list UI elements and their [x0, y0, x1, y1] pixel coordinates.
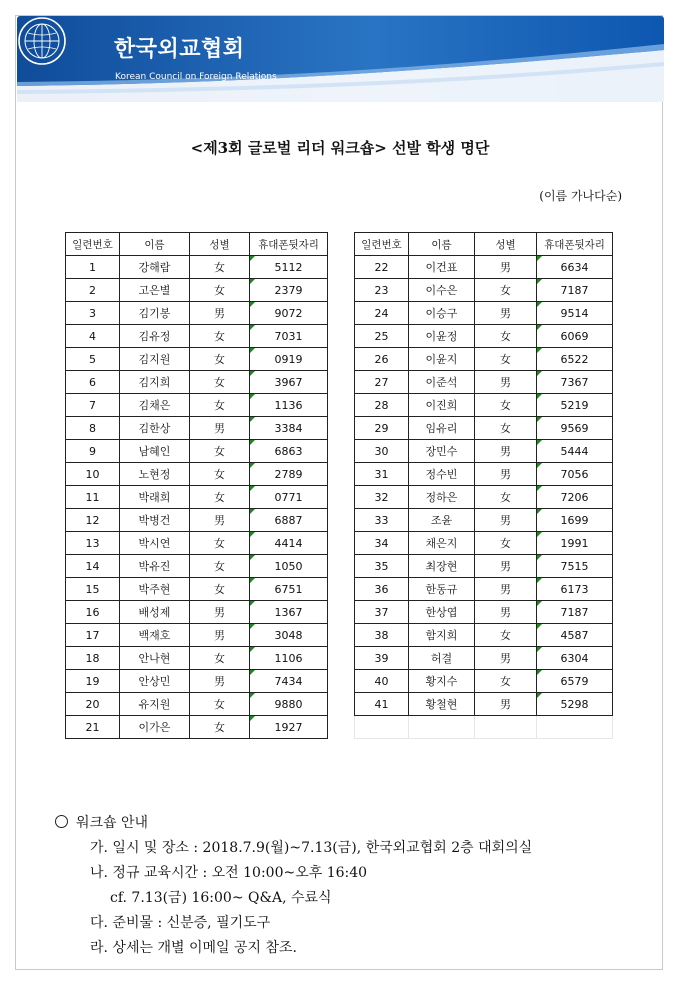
gender-cell: 男 — [475, 601, 537, 624]
name-cell: 강해람 — [120, 256, 190, 279]
gender-cell: 男 — [475, 509, 537, 532]
gender-cell: 男 — [190, 302, 250, 325]
table-body — [355, 256, 613, 739]
table-row — [355, 256, 613, 279]
document-title: <제3회 글로벌 리더 워크숍> 선발 학생 명단 — [190, 139, 490, 157]
table-row — [66, 601, 328, 624]
name-cell: 박주현 — [120, 578, 190, 601]
gender-cell: 女 — [190, 371, 250, 394]
table-row — [355, 394, 613, 417]
table-row — [66, 578, 328, 601]
gender-cell: 女 — [190, 693, 250, 716]
phone-last-digits-cell: 3967 — [250, 371, 328, 394]
serial-number-cell: 30 — [355, 440, 409, 463]
name-cell: 김기봉 — [120, 302, 190, 325]
table-row — [66, 371, 328, 394]
gender-cell: 女 — [475, 417, 537, 440]
column-header: 성별 — [475, 233, 537, 256]
phone-last-digits-cell: 5219 — [537, 394, 613, 417]
gender-cell: 男 — [190, 670, 250, 693]
roster-table-left — [65, 232, 328, 739]
table-row — [66, 670, 328, 693]
serial-number-cell: 20 — [66, 693, 120, 716]
serial-number-cell: 11 — [66, 486, 120, 509]
gender-cell: 男 — [190, 624, 250, 647]
gender-cell: 女 — [190, 348, 250, 371]
serial-number-cell: 29 — [355, 417, 409, 440]
serial-number-cell: 24 — [355, 302, 409, 325]
column-header: 일련번호 — [355, 233, 409, 256]
column-header: 일련번호 — [66, 233, 120, 256]
column-header: 이름 — [120, 233, 190, 256]
gender-cell: 男 — [475, 256, 537, 279]
name-cell: 임유리 — [409, 417, 475, 440]
table-row — [355, 555, 613, 578]
serial-number-cell: 16 — [66, 601, 120, 624]
table-row — [66, 716, 328, 739]
gender-cell: 女 — [475, 279, 537, 302]
table-row — [66, 463, 328, 486]
name-cell: 김유정 — [120, 325, 190, 348]
serial-number-cell: 21 — [66, 716, 120, 739]
name-cell: 채은지 — [409, 532, 475, 555]
phone-last-digits-cell: 1927 — [250, 716, 328, 739]
gender-cell: 女 — [190, 394, 250, 417]
phone-last-digits-cell: 7187 — [537, 601, 613, 624]
info-item: 다. 준비물 : 신분증, 필기도구 — [90, 915, 271, 931]
gender-cell: 女 — [190, 578, 250, 601]
org-name-korean: 한국외교협회 — [114, 37, 245, 62]
gender-cell: 男 — [475, 302, 537, 325]
table-row — [66, 302, 328, 325]
name-cell: 박래희 — [120, 486, 190, 509]
name-cell: 황지수 — [409, 670, 475, 693]
column-header: 성별 — [190, 233, 250, 256]
name-cell: 이승구 — [409, 302, 475, 325]
gender-cell: 女 — [190, 279, 250, 302]
table-row — [66, 647, 328, 670]
table-row — [66, 509, 328, 532]
table-body — [66, 256, 328, 739]
table-row — [355, 440, 613, 463]
gender-cell: 男 — [190, 509, 250, 532]
workshop-info-heading-line — [55, 812, 148, 832]
phone-last-digits-cell: 4587 — [537, 624, 613, 647]
empty-cell — [475, 716, 537, 739]
phone-last-digits-cell: 4414 — [250, 532, 328, 555]
name-cell: 박시연 — [120, 532, 190, 555]
name-cell: 김한상 — [120, 417, 190, 440]
org-name-english: Korean Council on Foreign Relations — [115, 72, 277, 82]
phone-last-digits-cell: 7206 — [537, 486, 613, 509]
name-cell: 함지희 — [409, 624, 475, 647]
name-cell: 조윤 — [409, 509, 475, 532]
order-note: (이름 가나다순) — [539, 189, 622, 203]
workshop-info-heading: 워크숍 안내 — [76, 815, 149, 831]
globe-emblem-icon — [17, 16, 67, 66]
column-header: 이름 — [409, 233, 475, 256]
name-cell: 정수빈 — [409, 463, 475, 486]
gender-cell: 女 — [190, 463, 250, 486]
column-header: 휴대폰뒷자리 — [250, 233, 328, 256]
phone-last-digits-cell: 2379 — [250, 279, 328, 302]
serial-number-cell: 26 — [355, 348, 409, 371]
table-row — [355, 509, 613, 532]
serial-number-cell: 35 — [355, 555, 409, 578]
serial-number-cell: 6 — [66, 371, 120, 394]
name-cell: 허결 — [409, 647, 475, 670]
serial-number-cell: 27 — [355, 371, 409, 394]
serial-number-cell: 10 — [66, 463, 120, 486]
name-cell: 박유진 — [120, 555, 190, 578]
table-row — [66, 440, 328, 463]
info-item: 라. 상세는 개별 이메일 공지 참조. — [90, 940, 297, 956]
phone-last-digits-cell: 6304 — [537, 647, 613, 670]
gender-cell: 男 — [190, 417, 250, 440]
name-cell: 남혜인 — [120, 440, 190, 463]
name-cell: 이윤정 — [409, 325, 475, 348]
phone-last-digits-cell: 5112 — [250, 256, 328, 279]
table-row — [66, 394, 328, 417]
table-row — [66, 325, 328, 348]
serial-number-cell: 31 — [355, 463, 409, 486]
gender-cell: 女 — [475, 394, 537, 417]
table-row — [66, 693, 328, 716]
name-cell: 노현정 — [120, 463, 190, 486]
table-row — [355, 348, 613, 371]
empty-cell — [537, 716, 613, 739]
serial-number-cell: 13 — [66, 532, 120, 555]
header-banner — [17, 16, 664, 102]
serial-number-cell: 33 — [355, 509, 409, 532]
table-row — [355, 279, 613, 302]
table-row — [66, 348, 328, 371]
name-cell: 이건표 — [409, 256, 475, 279]
gender-cell: 女 — [190, 440, 250, 463]
empty-cell — [355, 716, 409, 739]
serial-number-cell: 14 — [66, 555, 120, 578]
phone-last-digits-cell: 1991 — [537, 532, 613, 555]
phone-last-digits-cell: 6579 — [537, 670, 613, 693]
phone-last-digits-cell: 7187 — [537, 279, 613, 302]
phone-last-digits-cell: 0919 — [250, 348, 328, 371]
table-row — [355, 601, 613, 624]
gender-cell: 女 — [475, 486, 537, 509]
gender-cell: 女 — [190, 555, 250, 578]
gender-cell: 女 — [475, 348, 537, 371]
serial-number-cell: 23 — [355, 279, 409, 302]
phone-last-digits-cell: 1367 — [250, 601, 328, 624]
serial-number-cell: 7 — [66, 394, 120, 417]
table-row — [66, 555, 328, 578]
info-item: 가. 일시 및 장소 : 2018.7.9(월)~7.13(금), 한국외교협회 2층 대회의실 — [90, 840, 533, 856]
gender-cell: 女 — [190, 486, 250, 509]
gender-cell: 男 — [475, 578, 537, 601]
phone-last-digits-cell: 0771 — [250, 486, 328, 509]
serial-number-cell: 37 — [355, 601, 409, 624]
table-header-row — [66, 233, 328, 256]
phone-last-digits-cell: 7515 — [537, 555, 613, 578]
serial-number-cell: 3 — [66, 302, 120, 325]
serial-number-cell: 36 — [355, 578, 409, 601]
table-row — [355, 302, 613, 325]
gender-cell: 女 — [190, 325, 250, 348]
gender-cell: 男 — [475, 463, 537, 486]
phone-last-digits-cell: 6751 — [250, 578, 328, 601]
roster-table-right — [354, 232, 613, 739]
phone-last-digits-cell: 6634 — [537, 256, 613, 279]
serial-number-cell: 22 — [355, 256, 409, 279]
name-cell: 박병건 — [120, 509, 190, 532]
gender-cell: 女 — [190, 256, 250, 279]
name-cell: 이수은 — [409, 279, 475, 302]
gender-cell: 男 — [475, 440, 537, 463]
column-header: 휴대폰뒷자리 — [537, 233, 613, 256]
table-row — [355, 578, 613, 601]
serial-number-cell: 4 — [66, 325, 120, 348]
name-cell: 이준석 — [409, 371, 475, 394]
serial-number-cell: 17 — [66, 624, 120, 647]
name-cell: 황철현 — [409, 693, 475, 716]
phone-last-digits-cell: 1136 — [250, 394, 328, 417]
serial-number-cell: 28 — [355, 394, 409, 417]
name-cell: 백재호 — [120, 624, 190, 647]
name-cell: 정하은 — [409, 486, 475, 509]
phone-last-digits-cell: 6173 — [537, 578, 613, 601]
gender-cell: 女 — [190, 716, 250, 739]
name-cell: 이윤지 — [409, 348, 475, 371]
phone-last-digits-cell: 5444 — [537, 440, 613, 463]
name-cell: 유지원 — [120, 693, 190, 716]
phone-last-digits-cell: 9072 — [250, 302, 328, 325]
serial-number-cell: 38 — [355, 624, 409, 647]
gender-cell: 男 — [475, 555, 537, 578]
table-row — [355, 463, 613, 486]
serial-number-cell: 5 — [66, 348, 120, 371]
table-row — [66, 417, 328, 440]
phone-last-digits-cell: 3048 — [250, 624, 328, 647]
name-cell: 김지원 — [120, 348, 190, 371]
gender-cell: 女 — [475, 325, 537, 348]
phone-last-digits-cell: 6887 — [250, 509, 328, 532]
table-row — [355, 486, 613, 509]
table-row — [355, 670, 613, 693]
name-cell: 안나현 — [120, 647, 190, 670]
table-row — [355, 532, 613, 555]
serial-number-cell: 19 — [66, 670, 120, 693]
serial-number-cell: 9 — [66, 440, 120, 463]
table-header-row — [355, 233, 613, 256]
gender-cell: 男 — [475, 371, 537, 394]
name-cell: 안상민 — [120, 670, 190, 693]
table-row — [66, 486, 328, 509]
phone-last-digits-cell: 1699 — [537, 509, 613, 532]
serial-number-cell: 1 — [66, 256, 120, 279]
name-cell: 이진희 — [409, 394, 475, 417]
name-cell: 고은별 — [120, 279, 190, 302]
table-row — [66, 279, 328, 302]
phone-last-digits-cell: 7031 — [250, 325, 328, 348]
gender-cell: 女 — [190, 647, 250, 670]
gender-cell: 女 — [475, 670, 537, 693]
name-cell: 한상엽 — [409, 601, 475, 624]
serial-number-cell: 15 — [66, 578, 120, 601]
serial-number-cell: 41 — [355, 693, 409, 716]
table-row — [66, 256, 328, 279]
circle-bullet-icon — [55, 815, 68, 828]
serial-number-cell: 39 — [355, 647, 409, 670]
phone-last-digits-cell: 6863 — [250, 440, 328, 463]
phone-last-digits-cell: 2789 — [250, 463, 328, 486]
serial-number-cell: 32 — [355, 486, 409, 509]
phone-last-digits-cell: 6069 — [537, 325, 613, 348]
phone-last-digits-cell: 9569 — [537, 417, 613, 440]
phone-last-digits-cell: 7434 — [250, 670, 328, 693]
table-row — [355, 693, 613, 716]
gender-cell: 男 — [475, 647, 537, 670]
phone-last-digits-cell: 3384 — [250, 417, 328, 440]
name-cell: 김지희 — [120, 371, 190, 394]
serial-number-cell: 12 — [66, 509, 120, 532]
gender-cell: 女 — [475, 624, 537, 647]
phone-last-digits-cell: 7367 — [537, 371, 613, 394]
table-row — [66, 532, 328, 555]
phone-last-digits-cell: 6522 — [537, 348, 613, 371]
phone-last-digits-cell: 9880 — [250, 693, 328, 716]
name-cell: 한동규 — [409, 578, 475, 601]
serial-number-cell: 34 — [355, 532, 409, 555]
gender-cell: 女 — [190, 532, 250, 555]
name-cell: 김채은 — [120, 394, 190, 417]
info-item: cf. 7.13(금) 16:00~ Q&A, 수료식 — [110, 890, 332, 906]
table-row — [355, 647, 613, 670]
name-cell: 배성제 — [120, 601, 190, 624]
name-cell: 장민수 — [409, 440, 475, 463]
gender-cell: 女 — [475, 532, 537, 555]
table-row — [355, 624, 613, 647]
serial-number-cell: 2 — [66, 279, 120, 302]
name-cell: 이가은 — [120, 716, 190, 739]
table-row — [355, 417, 613, 440]
phone-last-digits-cell: 5298 — [537, 693, 613, 716]
table-row — [66, 624, 328, 647]
empty-cell — [409, 716, 475, 739]
serial-number-cell: 8 — [66, 417, 120, 440]
info-item: 나. 정규 교육시간 : 오전 10:00~오후 16:40 — [90, 865, 368, 881]
serial-number-cell: 25 — [355, 325, 409, 348]
phone-last-digits-cell: 7056 — [537, 463, 613, 486]
serial-number-cell: 40 — [355, 670, 409, 693]
gender-cell: 男 — [190, 601, 250, 624]
phone-last-digits-cell: 9514 — [537, 302, 613, 325]
phone-last-digits-cell: 1050 — [250, 555, 328, 578]
phone-last-digits-cell: 1106 — [250, 647, 328, 670]
empty-row — [355, 716, 613, 739]
table-row — [355, 371, 613, 394]
serial-number-cell: 18 — [66, 647, 120, 670]
gender-cell: 男 — [475, 693, 537, 716]
name-cell: 최장현 — [409, 555, 475, 578]
table-row — [355, 325, 613, 348]
